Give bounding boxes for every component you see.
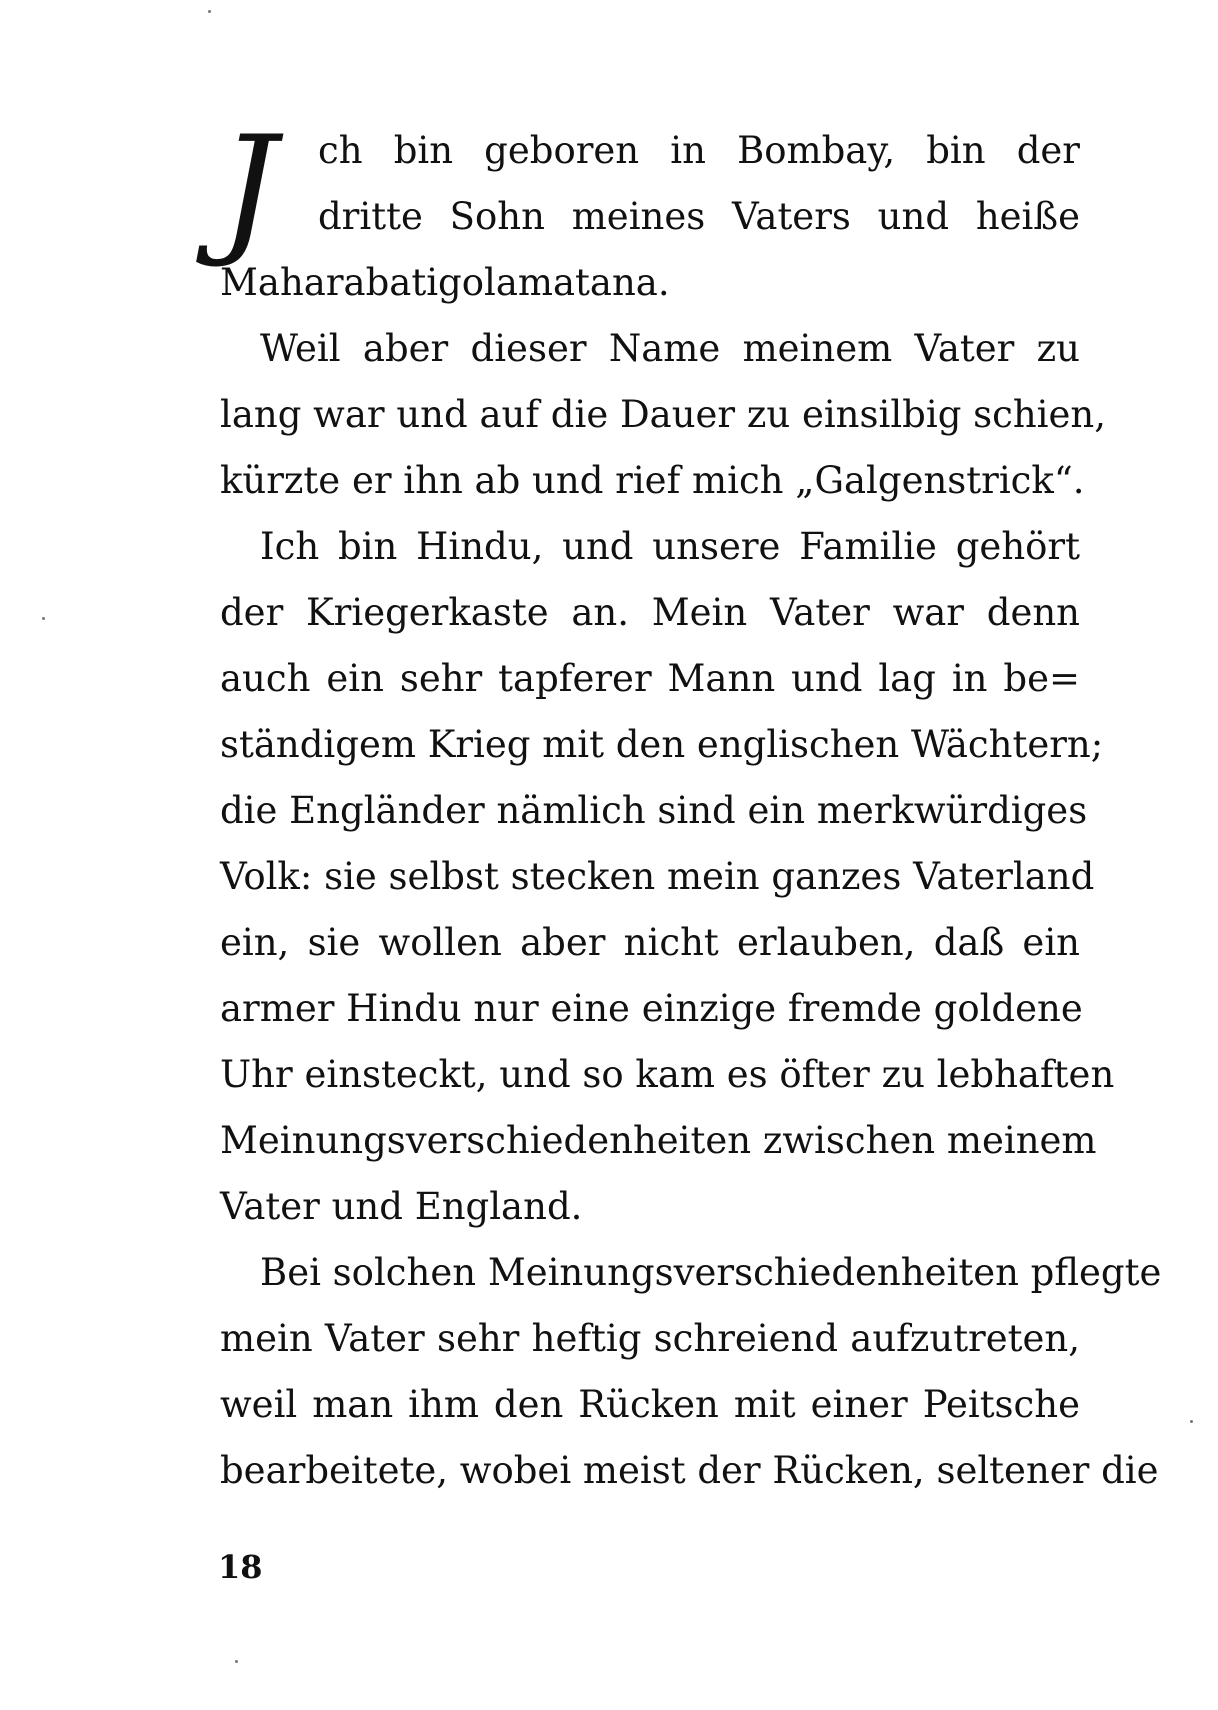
text-line: Maharabatigolamatana. — [220, 261, 670, 304]
text-line: mein Vater sehr heftig schreiend aufzutreten, — [220, 1317, 1080, 1360]
text-line: dritte Sohn meines Vaters und heiße — [318, 195, 1080, 238]
scan-speck — [1190, 1420, 1193, 1423]
text-line: auch ein sehr tapferer Mann und lag in be= — [220, 657, 1080, 700]
scan-speck — [235, 1660, 238, 1663]
text-line: ein, sie wollen aber nicht erlauben, daß ein — [220, 921, 1080, 964]
text-line: weil man ihm den Rücken mit einer Peitsche — [220, 1383, 1080, 1426]
text-line: lang war und auf die Dauer zu einsilbig schien, — [220, 393, 1106, 436]
text-line: die Engländer nämlich sind ein merkwürdiges — [220, 789, 1088, 832]
text-line: Bei solchen Meinungsverschiedenheiten pflegte — [260, 1251, 1162, 1294]
scan-speck — [208, 10, 211, 13]
scan-speck — [42, 617, 45, 620]
text-line: Weil aber dieser Name meinem Vater zu — [260, 327, 1080, 370]
text-line: armer Hindu nur eine einzige fremde goldene — [220, 987, 1083, 1030]
page-number: 18 — [218, 1548, 263, 1586]
text-line: ständigem Krieg mit den englischen Wächtern; — [220, 723, 1104, 766]
text-line: der Kriegerkaste an. Mein Vater war denn — [220, 591, 1080, 634]
text-line: Uhr einsteckt, und so kam es öfter zu lebhaften — [220, 1053, 1115, 1096]
text-line: bearbeitete, wobei meist der Rücken, seltener die — [220, 1449, 1159, 1492]
text-line: kürzte er ihn ab und rief mich „Galgenstrick“. — [220, 459, 1085, 502]
body-text — [220, 106, 1162, 1504]
drop-cap: J — [220, 106, 277, 271]
text-line: Vater und England. — [220, 1185, 583, 1228]
text-line: ch bin geboren in Bombay, bin der — [318, 129, 1080, 172]
text-line: Volk: sie selbst stecken mein ganzes Vaterland — [220, 855, 1095, 898]
text-line: Meinungsverschiedenheiten zwischen meinem — [220, 1119, 1097, 1162]
text-line: Ich bin Hindu, und unsere Familie gehört — [260, 525, 1080, 568]
